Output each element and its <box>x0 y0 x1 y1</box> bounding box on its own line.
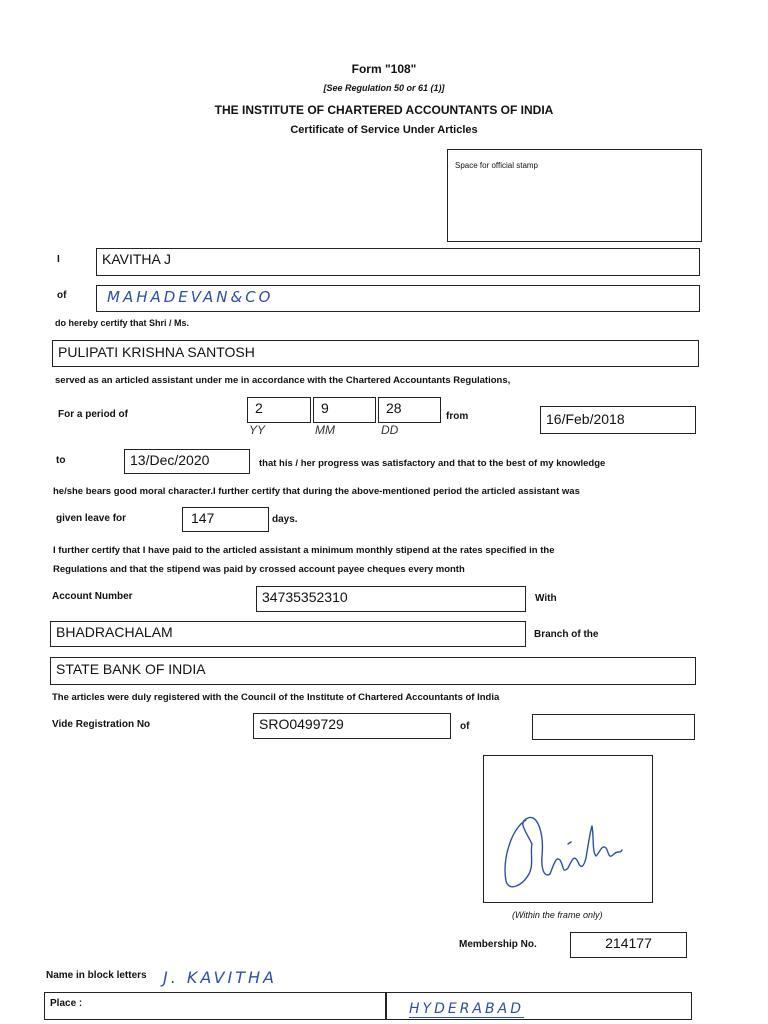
signature-drawing <box>484 756 651 901</box>
days-label: days. <box>272 514 298 525</box>
period-months-field[interactable] <box>313 397 376 423</box>
principal-name-field[interactable] <box>96 248 700 276</box>
signature-frame <box>483 755 653 903</box>
stipend-text-1: I further certify that I have paid to the articled assistant a minimum monthly stipend at the rates specified in the <box>53 545 555 556</box>
official-stamp-box <box>447 149 702 242</box>
mm-label: MM <box>315 423 335 437</box>
membership-label: Membership No. <box>459 939 537 950</box>
account-number-label: Account Number <box>52 591 133 602</box>
period-years-value: 2 <box>255 400 263 416</box>
articled-assistant-field[interactable] <box>52 340 699 367</box>
i-label: I <box>57 254 60 265</box>
principal-name-value: KAVITHA J <box>102 251 171 267</box>
to-label: to <box>56 455 66 466</box>
institute-name: THE INSTITUTE OF CHARTERED ACCOUNTANTS OF INDIA <box>214 103 554 117</box>
place-field[interactable] <box>44 992 692 1020</box>
place-label: Place : <box>50 998 83 1009</box>
registration-of-label: of <box>460 721 470 732</box>
leave-label: given leave for <box>56 513 127 524</box>
bank-name-field[interactable] <box>50 657 696 685</box>
stipend-text-2: Regulations and that the stipend was paid by crossed account payee cheques every month <box>53 564 465 575</box>
place-divider <box>385 993 387 1019</box>
from-label: from <box>446 411 469 422</box>
served-text: served as an articled assistant under me in accordance with the Chartered Accountants Regulations, <box>55 375 511 386</box>
branch-value: BHADRACHALAM <box>56 624 173 640</box>
registration-of-field[interactable] <box>532 714 695 740</box>
period-days-field[interactable] <box>378 397 441 423</box>
character-text: he/she bears good moral character.I further certify that during the above-mentioned period the articled assistant was <box>53 486 580 497</box>
period-label: For a period of <box>58 409 128 420</box>
regulation-reference: [See Regulation 50 or 61 (1)] <box>323 83 445 93</box>
name-block-label: Name in block letters <box>46 970 147 981</box>
period-years-field[interactable] <box>247 397 311 423</box>
registration-number-field[interactable] <box>253 713 451 739</box>
dd-label: DD <box>381 423 399 437</box>
firm-name-value: MAHADEVAN&CO <box>107 288 274 306</box>
place-value: HYDERABAD <box>409 1001 524 1017</box>
name-block-value: J. KAVITHA <box>163 968 277 987</box>
signature-caption: (Within the frame only) <box>512 910 603 920</box>
period-days-value: 28 <box>386 400 402 416</box>
membership-number-value: 214177 <box>605 935 652 951</box>
branch-label: Branch of the <box>534 629 599 640</box>
bank-name-value: STATE BANK OF INDIA <box>56 661 206 677</box>
leave-days-value: 147 <box>191 510 215 526</box>
progress-text: that his / her progress was satisfactory and that to the best of my knowledge <box>259 458 606 469</box>
of-label: of <box>57 290 67 301</box>
registered-text: The articles were duly registered with the Council of the Institute of Chartered Accountants of India <box>52 692 500 703</box>
certify-text: do hereby certify that Shri / Ms. <box>55 318 190 328</box>
articled-assistant-value: PULIPATI KRISHNA SANTOSH <box>58 344 255 360</box>
period-months-value: 9 <box>321 400 329 416</box>
branch-field[interactable] <box>50 621 526 647</box>
from-date-field[interactable] <box>540 406 696 434</box>
account-number-field[interactable] <box>256 586 526 612</box>
registration-number-value: SRO0499729 <box>259 716 344 732</box>
account-number-value: 34735352310 <box>262 589 348 605</box>
certificate-title: Certificate of Service Under Articles <box>290 124 478 136</box>
from-date-value: 16/Feb/2018 <box>546 411 625 427</box>
leave-days-field[interactable] <box>182 507 269 532</box>
firm-name-field[interactable] <box>96 285 700 312</box>
with-label: With <box>535 593 557 604</box>
registration-label: Vide Registration No <box>52 719 151 730</box>
registration-of-value <box>533 715 694 718</box>
yy-label: YY <box>249 423 266 437</box>
stamp-label: Space for official stamp <box>455 161 539 170</box>
membership-number-field[interactable] <box>570 932 687 958</box>
to-date-field[interactable] <box>124 449 250 474</box>
to-date-value: 13/Dec/2020 <box>130 452 210 468</box>
form-title: Form "108" <box>351 62 417 76</box>
